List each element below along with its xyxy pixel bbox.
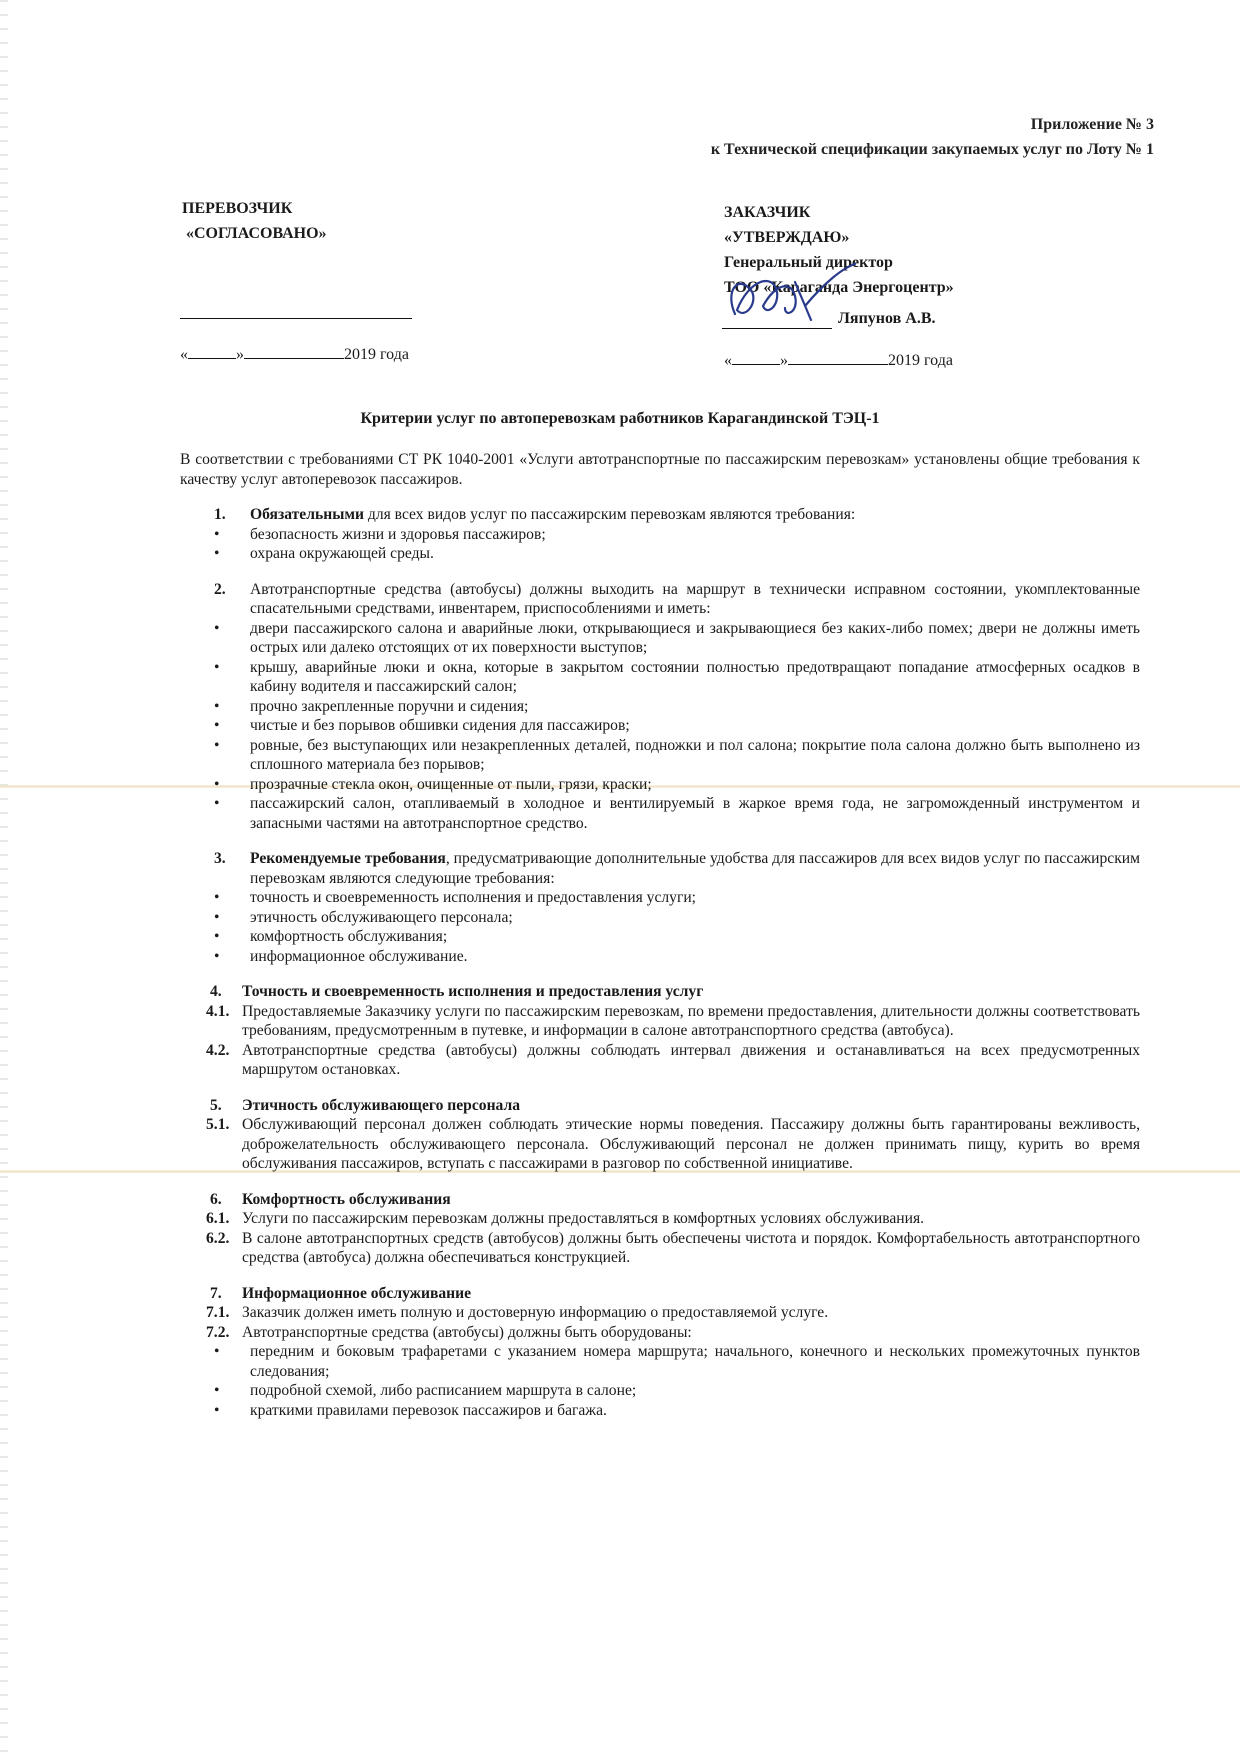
list-item-text: охрана окружающей среды. <box>250 545 434 562</box>
subsection-number: 5.1. <box>206 1116 230 1133</box>
subsection-6-2 <box>180 1229 1140 1268</box>
bullet-icon: • <box>214 775 220 793</box>
section-2-text: Автотранспортные средства (автобусы) должны выходить на маршрут в технически исправном состоянии, укомплектованные спасательными средствами, инвентарем, приспособлениями и иметь: <box>250 580 1140 617</box>
subsection-6-1 <box>180 1209 1140 1229</box>
list-item <box>180 888 1140 908</box>
customer-day-blank <box>732 364 780 365</box>
bullet-icon: • <box>214 717 220 734</box>
section-2 <box>180 580 1140 619</box>
bullet-icon: • <box>214 947 220 965</box>
list-item-text: подробной схемой, либо расписанием маршрута в салоне; <box>250 1382 637 1399</box>
bullet-icon: • <box>214 736 220 754</box>
list-item-text: передним и боковым трафаретами с указанием номера маршрута; начального, конечного и нескольких промежуточных пунктов следования; <box>250 1343 1140 1380</box>
bullet-icon: • <box>214 1343 220 1360</box>
section-1-number: 1. <box>214 506 226 523</box>
subsection-text: Автотранспортные средства (автобусы) должны быть оборудованы: <box>242 1323 692 1341</box>
subsection-7-2 <box>180 1323 1140 1343</box>
list-item <box>180 1342 1140 1381</box>
section-1-lead: Обязательными <box>250 506 364 523</box>
carrier-date-open: « <box>180 346 188 363</box>
section-5-number: 5. <box>210 1096 222 1114</box>
section-6-heading <box>180 1190 1140 1210</box>
document-title: Критерии услуг по автоперевозкам работников Карагандинской ТЭЦ-1 <box>360 410 880 427</box>
list-item-text: прочно закрепленные поручни и сидения; <box>250 697 529 715</box>
list-item <box>180 658 1140 697</box>
scan-edge-marks <box>0 0 8 1754</box>
bullet-icon: • <box>214 545 220 562</box>
list-item-text: безопасность жизни и здоровья пассажиров; <box>250 525 546 543</box>
bullet-icon: • <box>214 889 220 906</box>
subsection-4-2 <box>180 1041 1140 1080</box>
customer-role: ЗАКАЗЧИК <box>724 204 811 221</box>
section-4-heading <box>180 982 1140 1002</box>
subsection-text: Автотранспортные средства (автобусы) должны соблюдать интервал движения и останавливаться на всех предусмотренных маршрутом остановках. <box>242 1041 1140 1078</box>
section-4-title: Точность и своевременность исполнения и предоставления услуг <box>242 983 704 1000</box>
carrier-date <box>180 346 409 364</box>
list-item-text: точность и своевременность исполнения и предоставления услуги; <box>250 889 697 906</box>
customer-status: «УТВЕРЖДАЮ» <box>724 229 850 246</box>
list-item <box>180 1381 1140 1401</box>
subsection-number: 7.2. <box>206 1323 230 1341</box>
list-item-text: чистые и без порывов обшивки сидения для пассажиров; <box>250 717 630 734</box>
appendix-line-1: Приложение № 3 <box>1030 116 1154 133</box>
list-item <box>180 775 1140 795</box>
list-item-text: краткими правилами перевозок пассажиров и багажа. <box>250 1401 607 1419</box>
customer-date-close: » <box>780 352 788 369</box>
subsection-number: 4.2. <box>206 1041 230 1059</box>
carrier-month-blank <box>244 358 344 359</box>
carrier-day-blank <box>188 358 236 359</box>
list-item-text: ровные, без выступающих или незакрепленных деталей, подножки и пол салона; покрытие пола салона должно быть выполнено из сплошного материала без порывов; <box>250 736 1140 773</box>
customer-date <box>724 352 953 370</box>
subsection-text: Заказчик должен иметь полную и достоверную информацию о предоставляемой услуге. <box>242 1304 829 1321</box>
intro-paragraph: В соответствии с требованиями СТ РК 1040-2001 «Услуги автотранспортные по пассажирским перевозкам» установлены общие требования к качеству услуг автоперевозок пассажиров. <box>180 451 1140 488</box>
section-3-lead: Рекомендуемые требования <box>250 850 446 867</box>
list-item-text: прозрачные стекла окон, очищенные от пыли, грязи, краски; <box>250 775 652 793</box>
section-5-heading <box>180 1096 1140 1116</box>
list-item <box>180 619 1140 658</box>
carrier-date-year: 2019 года <box>344 346 409 363</box>
section-7-heading <box>180 1284 1140 1304</box>
carrier-date-close: » <box>236 346 244 363</box>
customer-company: ТОО «Караганда Энергоцентр» <box>724 279 954 296</box>
list-item <box>180 794 1140 833</box>
list-item <box>180 544 1140 564</box>
subsection-number: 6.2. <box>206 1229 230 1247</box>
subsection-7-1 <box>180 1303 1140 1323</box>
customer-signer: Ляпунов А.В. <box>838 310 936 327</box>
list-item-text: этичность обслуживающего персонала; <box>250 908 513 926</box>
section-6-number: 6. <box>210 1190 222 1208</box>
carrier-role: ПЕРЕВОЗЧИК <box>182 200 293 217</box>
subsection-text: Обслуживающий персонал должен соблюдать этические нормы поведения. Пассажиру должны быть гарантированы вежливость, доброжелательность обслуживающего персонала. Обслуживающий персонал не должен принимать пищу, курить во время обслуживания пассажиров, вступать с пассажирами в разговор по собственной инициативе. <box>242 1116 1140 1172</box>
carrier-block <box>182 196 327 246</box>
subsection-text: Услуги по пассажирским перевозкам должны предоставляться в комфортных условиях обслуживания. <box>242 1210 925 1227</box>
section-7-title: Информационное обслуживание <box>242 1284 472 1302</box>
customer-signature-line <box>722 328 832 329</box>
bullet-icon: • <box>214 1382 220 1399</box>
appendix-line-2: к Технической спецификации закупаемых услуг по Лоту № 1 <box>710 141 1154 158</box>
subsection-4-1 <box>180 1002 1140 1041</box>
customer-date-open: « <box>724 352 732 369</box>
list-item <box>180 697 1140 717</box>
list-item-text: информационное обслуживание. <box>250 947 468 965</box>
bullet-icon: • <box>214 928 220 945</box>
carrier-signature-line <box>180 318 412 319</box>
list-item <box>180 927 1140 947</box>
bullet-icon: • <box>214 1401 220 1419</box>
subsection-text: Предоставляемые Заказчику услуги по пассажирским перевозкам, по времени предоставления, длительности должны соответствовать требованиям, предусмотренным в путевке, и информации в салоне автотранспортного средства (автобуса). <box>242 1002 1140 1039</box>
list-item-text: пассажирский салон, отапливаемый в холодное и вентилируемый в жаркое время года, не загроможденный инструментом и запасными частями на автотранспортное средство. <box>250 795 1140 832</box>
section-1-text: для всех видов услуг по пассажирским перевозкам являются требования: <box>363 506 856 523</box>
list-item-text: комфортность обслуживания; <box>250 928 448 945</box>
subsection-text: В салоне автотранспортных средств (автобусов) должны быть обеспечены чистота и порядок. Комфортабельность автотранспортного средства (автобуса) должна обеспечиваться конструкцией. <box>242 1229 1140 1266</box>
customer-date-year: 2019 года <box>888 352 953 369</box>
section-4-number: 4. <box>210 983 222 1000</box>
bullet-icon: • <box>214 658 220 676</box>
bullet-icon: • <box>214 908 220 926</box>
subsection-number: 4.1. <box>206 1002 230 1020</box>
list-item <box>180 716 1140 736</box>
customer-position: Генеральный директор <box>724 254 893 271</box>
list-item <box>180 525 1140 545</box>
list-item <box>180 947 1140 967</box>
appendix-header <box>711 112 1154 162</box>
list-item-text: крышу, аварийные люки и окна, которые в закрытом состоянии полностью предотвращают попадание атмосферных осадков в кабину водителя и пассажирский салон; <box>250 658 1140 695</box>
section-1 <box>180 505 1140 525</box>
bullet-icon: • <box>214 525 220 543</box>
carrier-status: «СОГЛАСОВАНО» <box>186 225 327 242</box>
section-2-number: 2. <box>214 580 226 598</box>
list-item <box>180 908 1140 928</box>
subsection-number: 6.1. <box>206 1210 230 1227</box>
customer-month-blank <box>788 364 888 365</box>
section-3-number: 3. <box>214 850 226 867</box>
section-6-title: Комфортность обслуживания <box>242 1190 451 1208</box>
bullet-icon: • <box>214 697 220 715</box>
list-item <box>180 1401 1140 1421</box>
section-7-number: 7. <box>210 1284 222 1302</box>
bullet-icon: • <box>214 619 220 637</box>
subsection-5-1 <box>180 1115 1140 1174</box>
list-item-text: двери пассажирского салона и аварийные люки, открывающиеся и закрывающиеся без каких-либо помех; двери не должны иметь острых или далеко отстоящих от их поверхности выступов; <box>250 619 1140 656</box>
subsection-number: 7.1. <box>206 1304 230 1321</box>
section-5-title: Этичность обслуживающего персонала <box>242 1096 521 1114</box>
section-3 <box>180 849 1140 888</box>
list-item <box>180 736 1140 775</box>
document-body <box>180 450 1140 1420</box>
bullet-icon: • <box>214 795 220 812</box>
section-3-text: , предусматривающие дополнительные удобства для пассажиров для всех видов услуг по пассажирским перевозкам являются следующие требования: <box>250 850 1140 887</box>
